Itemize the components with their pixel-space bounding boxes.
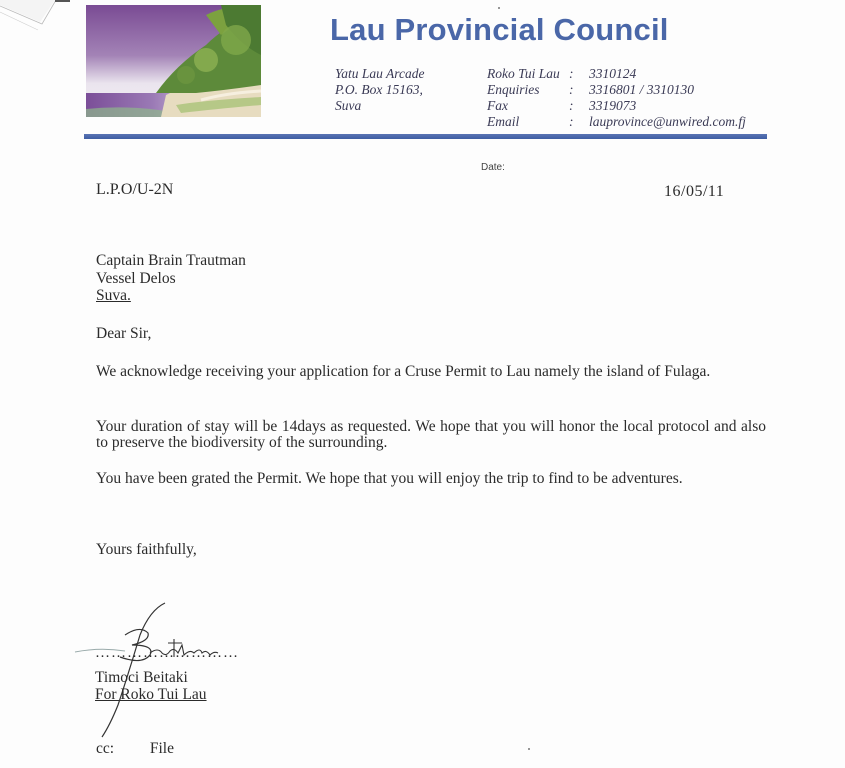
contact-value: 3319073	[589, 98, 637, 113]
contact-separator: :	[569, 82, 574, 97]
letter-date: 16/05/11	[664, 183, 725, 200]
recipient-block	[96, 252, 246, 305]
paper-speck	[528, 748, 530, 750]
cc-label: cc:	[96, 740, 115, 757]
date-label: Date:	[481, 162, 505, 173]
signer-block	[95, 669, 207, 703]
contact-row-enquiries	[487, 82, 746, 98]
contact-label: Email	[487, 114, 520, 129]
body-paragraph: Your duration of stay will be 14days as requested. We hope that you will honor the local protocol and also to preserve the biodiversity of the surrounding.	[96, 418, 766, 451]
recipient-vessel: Vessel Delos	[96, 269, 176, 287]
handwritten-signature	[70, 595, 250, 740]
contact-value-email: lauprovince@unwired.com.fj	[589, 114, 746, 129]
letterhead-divider	[84, 134, 767, 139]
contact-separator: :	[569, 98, 574, 113]
contact-row-email	[487, 114, 746, 130]
contact-value: 3310124	[589, 66, 637, 81]
recipient-name: Captain Brain Trautman	[96, 252, 246, 269]
signature-line: ………………………	[95, 645, 239, 661]
recipient-city: Suva.	[96, 287, 131, 304]
body-paragraph: You have been grated the Permit. We hope that you will enjoy the trip to find to be adventures.	[96, 470, 683, 487]
address-line: P.O. Box 15163,	[335, 82, 423, 97]
closing: Yours faithfully,	[96, 541, 197, 558]
contact-separator: :	[569, 114, 574, 129]
organization-title: Lau Provincial Council	[330, 12, 669, 47]
salutation: Dear Sir,	[96, 325, 152, 342]
reference-number: L.P.O/U-2N	[96, 181, 174, 198]
contact-label: Fax	[487, 98, 508, 113]
organization-address	[335, 66, 425, 114]
contact-label: Enquiries	[487, 82, 540, 97]
body-paragraph: We acknowledge receiving your application for a Cruse Permit to Lau namely the island of Fulaga.	[96, 363, 711, 380]
cc-value: File	[149, 740, 174, 757]
paper-speck	[498, 7, 500, 9]
address-line: Yatu Lau Arcade	[335, 66, 425, 81]
signer-title: For Roko Tui Lau	[95, 686, 207, 703]
contact-label: Roko Tui Lau	[487, 66, 560, 81]
contact-row-roko-tui-lau	[487, 66, 746, 82]
contact-details	[487, 66, 746, 130]
carbon-copy	[96, 740, 174, 758]
contact-separator: :	[569, 66, 574, 81]
contact-value: 3316801 / 3310130	[589, 82, 695, 97]
letterhead-logo-image	[86, 5, 261, 117]
contact-row-fax	[487, 98, 746, 114]
signer-name: Timoci Beitaki	[95, 669, 188, 686]
address-line: Suva	[335, 98, 362, 113]
paper-corner-fold	[0, 0, 75, 35]
